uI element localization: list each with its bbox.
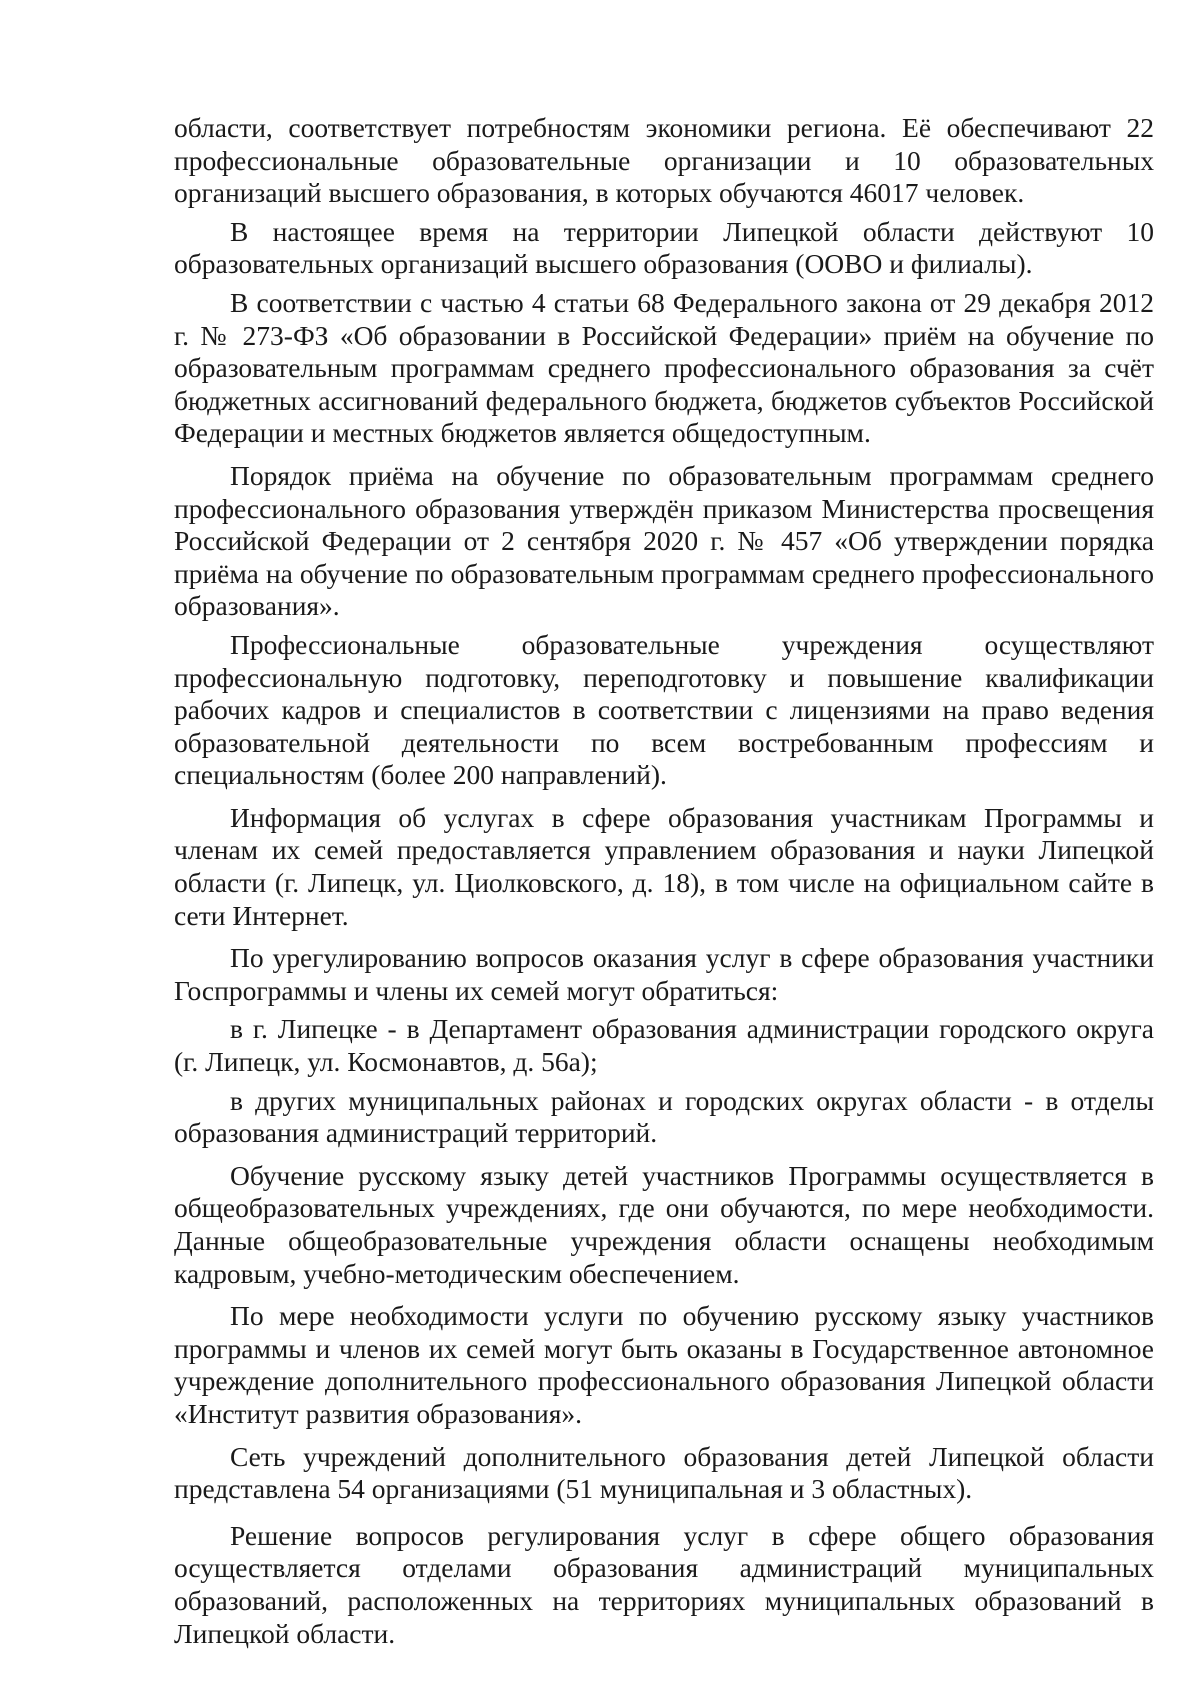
paragraph-region-economy: области, соответствует потребностям экономики региона. Её обеспечивают 22 профессиональные образовательные организации и 10 образовательных организаций высшего образования, в которых обучаются 46017 человек.	[174, 112, 1154, 209]
paragraph-general-education-regulation: Решение вопросов регулирования услуг в сфере общего образования осуществляется отделами образования администраций муниципальных образований, расположенных на территориях муниципальных образований в Липецкой области.	[174, 1519, 1154, 1649]
paragraph-lipetsk-department: в г. Липецке - в Департамент образования администрации городского округа (г. Липецк, ул. Космонавтов, д. 56а);	[174, 1013, 1154, 1078]
paragraph-russian-language-children: Обучение русскому языку детей участников Программы осуществляется в общеобразовательных учреждениях, где они обучаются, по мере необходимости. Данные общеобразовательные учреждения области оснащены необходимым кадровым, учебно-методическим обеспечением.	[174, 1159, 1154, 1289]
paragraph-service-regulation: По урегулированию вопросов оказания услуг в сфере образования участники Госпрограммы и члены их семей могут обратиться:	[174, 942, 1154, 1006]
paragraph-federal-law: В соответствии с частью 4 статьи 68 Федерального закона от 29 декабря 2012 г. № 273-ФЗ «Об образовании в Российской Федерации» приём на обучение по образовательным программам среднего профессионального образования за счёт бюджетных ассигнований федерального бюджета, бюджетов субъектов Российской Федерации и местных бюджетов является общедоступным.	[174, 286, 1154, 449]
document-body	[174, 112, 1154, 1650]
paragraph-education-services-info: Информация об услугах в сфере образования участникам Программы и членам их семей предоставляется управлением образования и науки Липецкой области (г. Липецк, ул. Циолковского, д. 18), в том числе на официальном сайте в сети Интернет.	[174, 801, 1154, 931]
paragraph-russian-language-institute: По мере необходимости услуги по обучению русскому языку участников программы и членов их семей могут быть оказаны в Государственное автономное учреждение дополнительного профессионального образования Липецкой области «Институт развития образования».	[174, 1300, 1154, 1429]
paragraph-additional-education-network: Сеть учреждений дополнительного образования детей Липецкой области представлена 54 организациями (51 муниципальная и 3 областных).	[174, 1440, 1154, 1505]
paragraph-admission-order: Порядок приёма на обучение по образовательным программам среднего профессионального образования утверждён приказом Министерства просвещения Российской Федерации от 2 сентября 2020 г. № 457 «Об утверждении порядка приёма на обучение по образовательным программам среднего профессионального образования».	[174, 459, 1154, 622]
paragraph-higher-education-count: В настоящее время на территории Липецкой области действуют 10 образовательных организаций высшего образования (ООВО и филиалы).	[174, 215, 1154, 280]
paragraph-professional-institutions: Профессиональные образовательные учреждения осуществляют профессиональную подготовку, переподготовку и повышение квалификации рабочих кадров и специалистов в соответствии с лицензиями на право ведения образовательной деятельности по всем востребованным профессиям и специальностям (более 200 направлений).	[174, 628, 1154, 791]
paragraph-other-districts: в других муниципальных районах и городских округах области - в отделы образования администраций территорий.	[174, 1084, 1154, 1149]
